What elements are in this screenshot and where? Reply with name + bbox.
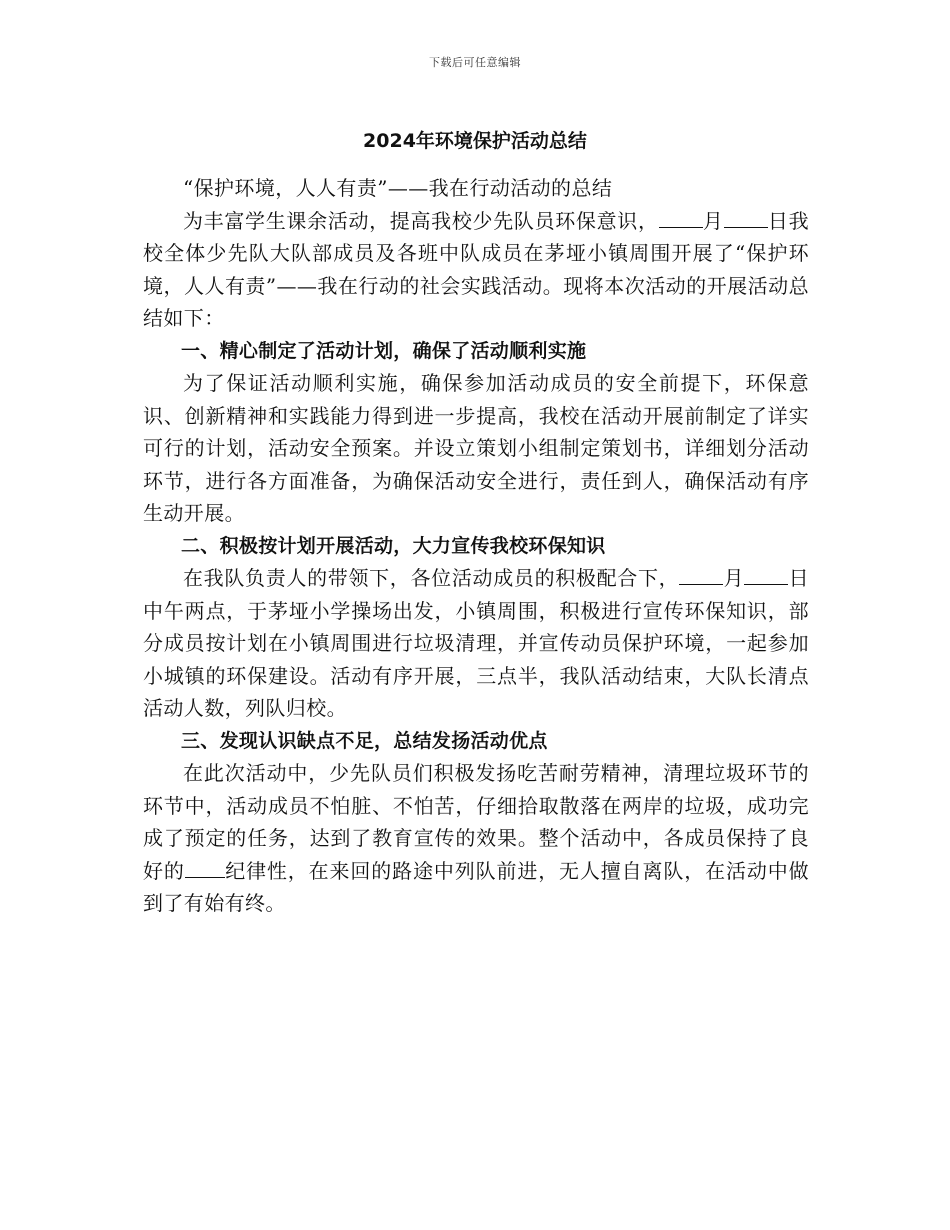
section-body-1: 为了保证活动顺利实施，确保参加活动成员的安全前提下，环保意识、创新精神和实践能力得到进一步提高，我校在活动开展前制定了详实可行的计划，活动安全预案。并设立策划小组制定策划书，详细划分活动环节，进行各方面准备，为确保活动安全进行，责任到人，确保活动有序生动开展。 [143, 371, 809, 525]
section-body-2 [143, 562, 809, 725]
section-3-text-1: 在此次活动中，少先队员们积极发扬吃苦耐劳精神，清理垃圾环节的环节中，活动成员不怕脏、不怕苦，仔细拾取散落在两岸的垃圾，成功完成了预定的任务，达到了教育宣传的效果。整个活动中，各成员保持了良好的 [143, 761, 809, 883]
section-heading-1: 一、精心制定了活动计划，确保了活动顺利实施 [181, 339, 587, 362]
document-title: 2024年环境保护活动总结 [363, 130, 587, 152]
blank-day-field [724, 207, 768, 228]
blank-month-field [679, 564, 723, 585]
intro-text-2: 月 [702, 208, 724, 233]
blank-month-field [659, 207, 703, 228]
intro-text-3: 日我校全体少先队大队部成员及各班中队成员在茅垭小镇周围开展了“保护环境，人人有责”——我在行动的社会实践活动。现将本次活动的开展活动总结如下： [143, 208, 809, 330]
section-2-text-3: 日中午两点，于茅垭小学操场出发，小镇周围，积极进行宣传环保知识，部分成员按计划在小镇周围进行垃圾清理，并宣传动员保护环境，一起参加小城镇的环保建设。活动有序开展，三点半，我队活动结束，大队长清点活动人数，列队归校。 [143, 566, 809, 720]
blank-fill-field [185, 857, 225, 878]
page-header-note: 下载后可任意编辑 [429, 56, 521, 69]
intro-paragraph [143, 205, 809, 335]
section-heading-3: 三、发现认识缺点不足，总结发扬活动优点 [181, 729, 548, 752]
blank-day-field [744, 564, 788, 585]
section-3-text-2: 纪律性，在来回的路途中列队前进，无人擅自离队，在活动中做到了有始有终。 [143, 858, 809, 915]
subtitle-paragraph: “保护环境，人人有责”——我在行动活动的总结 [183, 176, 613, 200]
intro-text-1: 为丰富学生课余活动，提高我校少先队员环保意识， [183, 208, 659, 233]
section-2-text-2: 月 [723, 566, 745, 590]
document-body [143, 172, 809, 920]
section-heading-2: 二、积极按计划开展活动，大力宣传我校环保知识 [181, 534, 606, 557]
section-body-3 [143, 757, 809, 920]
section-2-text-1: 在我队负责人的带领下，各位活动成员的积极配合下， [183, 566, 680, 590]
